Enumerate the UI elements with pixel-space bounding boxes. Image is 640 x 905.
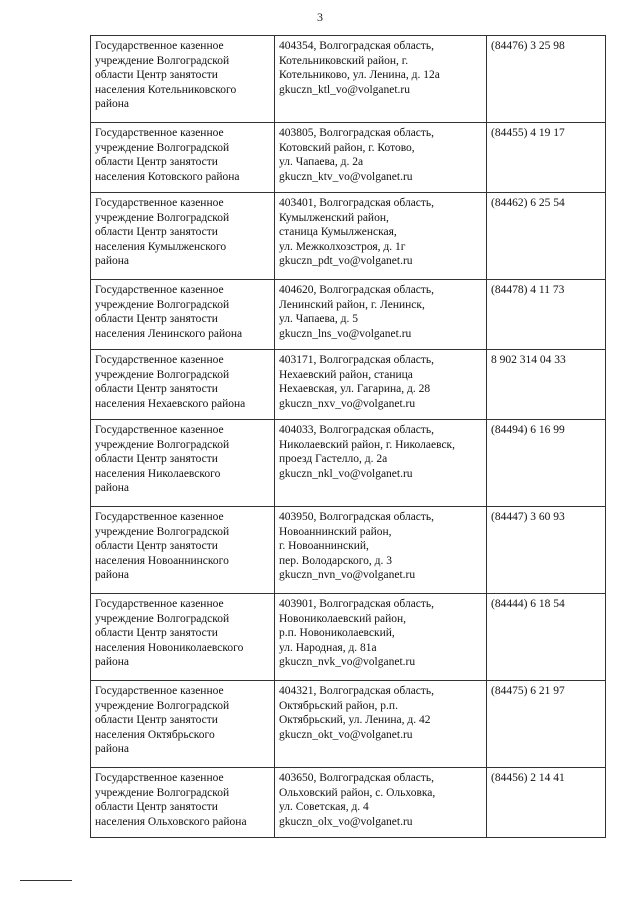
- phone-cell: (84476) 3 25 98: [487, 36, 606, 123]
- phone-cell: (84456) 2 14 41: [487, 768, 606, 838]
- address-cell: 403950, Волгоградская область, Новоаннинский район, г. Новоаннинский, пер. Володарского, д. 3 gkuczn_nvn_vo@volganet.ru: [275, 507, 487, 594]
- phone-cell: (84462) 6 25 54: [487, 193, 606, 280]
- phone-cell: 8 902 314 04 33: [487, 350, 606, 420]
- center-name-cell: Государственное казенное учреждение Волгоградской области Центр занятости населения Котовского района: [91, 123, 275, 193]
- address-cell: 403401, Волгоградская область, Кумылженский район, станица Кумылженская, ул. Межколхозстроя, д. 1г gkuczn_pdt_vo@volganet.ru: [275, 193, 487, 280]
- table-row: [91, 36, 606, 123]
- phone-cell: (84447) 3 60 93: [487, 507, 606, 594]
- center-name-cell: Государственное казенное учреждение Волгоградской области Центр занятости населения Кумылженского района: [91, 193, 275, 280]
- center-name-cell: Государственное казенное учреждение Волгоградской области Центр занятости населения Новоаннинского района: [91, 507, 275, 594]
- phone-cell: (84478) 4 11 73: [487, 280, 606, 350]
- footnote-separator: [20, 880, 72, 881]
- address-cell: 404033, Волгоградская область, Николаевский район, г. Николаевск, проезд Гастелло, д. 2а gkuczn_nkl_vo@volganet.ru: [275, 420, 487, 507]
- table-row: [91, 193, 606, 280]
- phone-cell: (84494) 6 16 99: [487, 420, 606, 507]
- table-row: [91, 280, 606, 350]
- table-row: [91, 681, 606, 768]
- address-cell: 403805, Волгоградская область, Котовский район, г. Котово, ул. Чапаева, д. 2а gkuczn_ktv_vo@volganet.ru: [275, 123, 487, 193]
- center-name-cell: Государственное казенное учреждение Волгоградской области Центр занятости населения Октябрьского района: [91, 681, 275, 768]
- phone-cell: (84475) 6 21 97: [487, 681, 606, 768]
- address-cell: 404354, Волгоградская область, Котельниковский район, г. Котельниково, ул. Ленина, д. 12а gkuczn_ktl_vo@volganet.ru: [275, 36, 487, 123]
- center-name-cell: Государственное казенное учреждение Волгоградской области Центр занятости населения Ольховского района: [91, 768, 275, 838]
- employment-centers-table: [90, 35, 606, 838]
- table-row: [91, 768, 606, 838]
- center-name-cell: Государственное казенное учреждение Волгоградской области Центр занятости населения Новониколаевского района: [91, 594, 275, 681]
- table-row: [91, 123, 606, 193]
- table-row: [91, 594, 606, 681]
- table-row: [91, 507, 606, 594]
- center-name-cell: Государственное казенное учреждение Волгоградской области Центр занятости населения Нехаевского района: [91, 350, 275, 420]
- center-name-cell: Государственное казенное учреждение Волгоградской области Центр занятости населения Котельниковского района: [91, 36, 275, 123]
- address-cell: 403650, Волгоградская область, Ольховский район, с. Ольховка, ул. Советская, д. 4 gkuczn_olx_vo@volganet.ru: [275, 768, 487, 838]
- page-number: 3: [317, 10, 323, 24]
- table-body: [91, 36, 606, 838]
- address-cell: 404620, Волгоградская область, Ленинский район, г. Ленинск, ул. Чапаева, д. 5 gkuczn_lns_vo@volganet.ru: [275, 280, 487, 350]
- table-row: [91, 420, 606, 507]
- center-name-cell: Государственное казенное учреждение Волгоградской области Центр занятости населения Николаевского района: [91, 420, 275, 507]
- phone-cell: (84444) 6 18 54: [487, 594, 606, 681]
- address-cell: 404321, Волгоградская область, Октябрьский район, р.п. Октябрьский, ул. Ленина, д. 42 gkuczn_okt_vo@volganet.ru: [275, 681, 487, 768]
- address-cell: 403171, Волгоградская область, Нехаевский район, станица Нехаевская, ул. Гагарина, д. 28 gkuczn_nxv_vo@volganet.ru: [275, 350, 487, 420]
- table-row: [91, 350, 606, 420]
- phone-cell: (84455) 4 19 17: [487, 123, 606, 193]
- address-cell: 403901, Волгоградская область, Новониколаевский район, р.п. Новониколаевский, ул. Народная, д. 81а gkuczn_nvk_vo@volganet.ru: [275, 594, 487, 681]
- center-name-cell: Государственное казенное учреждение Волгоградской области Центр занятости населения Ленинского района: [91, 280, 275, 350]
